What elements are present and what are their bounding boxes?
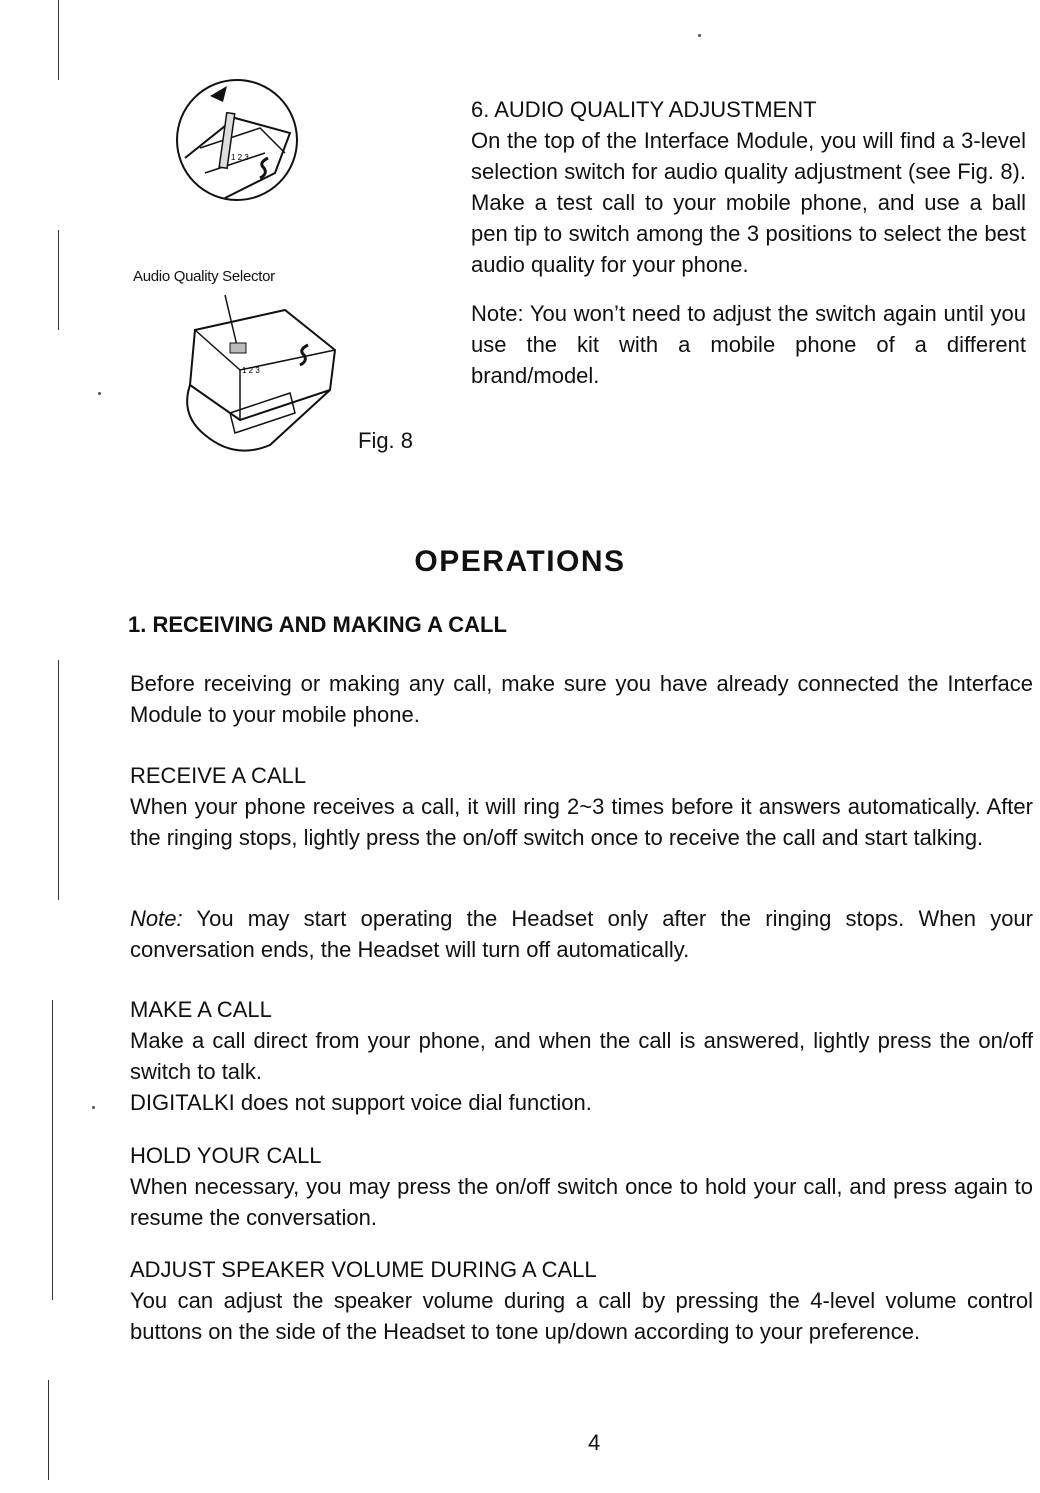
hold-call-body: When necessary, you may press the on/off switch once to hold your call, and press again to resume the conversation. — [130, 1174, 1033, 1230]
hold-call-block — [130, 1140, 1033, 1233]
make-call-body: Make a call direct from your phone, and when the call is answered, lightly press the on/off switch to talk. — [130, 1028, 1033, 1084]
scan-edge-line — [48, 1380, 49, 1480]
audio-quality-body: On the top of the Interface Module, you will find a 3-level selection switch for audio quality adjustment (see Fig. 8). Make a test call to your mobile phone, and use a ball pen tip to switch among the 3 positions to select the best audio quality for your phone. — [471, 128, 1026, 277]
scan-edge-line — [58, 0, 59, 80]
interface-module-top-illustration — [165, 78, 315, 203]
scan-edge-line — [58, 230, 59, 330]
note-label: Note: — [130, 906, 183, 931]
volume-body: You can adjust the speaker volume during a call by pressing the 4-level volume control buttons on the side of the Headset to tone up/down according to your preference. — [130, 1288, 1033, 1344]
scan-edge-line — [58, 660, 59, 900]
audio-quality-section — [471, 94, 1026, 391]
receive-call-body: When your phone receives a call, it will ring 2~3 times before it answers automatically. After the ringing stops, lightly press the on/off switch once to receive the call and start talking. — [130, 794, 1033, 850]
make-call-extra: DIGITALKI does not support voice dial function. — [130, 1090, 592, 1115]
interface-module-side-illustration — [180, 295, 340, 460]
scan-speck — [92, 1106, 95, 1109]
volume-heading: ADJUST SPEAKER VOLUME DURING A CALL — [130, 1257, 597, 1282]
scan-speck — [698, 34, 701, 37]
note-paragraph — [130, 903, 1033, 965]
audio-quality-note: Note: You won’t need to adjust the switch again until you use the kit with a mobile phone of a different brand/model. — [471, 301, 1026, 388]
figure-label: Audio Quality Selector — [133, 268, 275, 285]
note-block — [130, 903, 1033, 965]
note-body: You may start operating the Headset only after the ringing stops. When your conversation ends, the Headset will turn off automatically. — [130, 906, 1033, 962]
audio-quality-heading: 6. AUDIO QUALITY ADJUSTMENT — [471, 97, 817, 122]
scan-edge-line — [52, 1000, 53, 1300]
volume-block — [130, 1254, 1033, 1347]
figure-caption: Fig. 8 — [358, 428, 414, 453]
receive-call-block — [130, 760, 1033, 853]
page-number: 4 — [588, 1430, 601, 1455]
receive-call-heading: RECEIVE A CALL — [130, 763, 307, 788]
intro-paragraph — [130, 668, 1033, 730]
svg-text:1 2 3: 1 2 3 — [242, 366, 260, 375]
svg-text:1 2 3: 1 2 3 — [231, 153, 249, 162]
section-heading: 1. RECEIVING AND MAKING A CALL — [128, 612, 507, 637]
hold-call-heading: HOLD YOUR CALL — [130, 1143, 322, 1168]
make-call-block — [130, 994, 1033, 1118]
operations-title: OPERATIONS — [414, 545, 626, 578]
scan-speck — [98, 392, 101, 395]
make-call-heading: MAKE A CALL — [130, 997, 272, 1022]
intro-text: Before receiving or making any call, make sure you have already connected the Interface Module to your mobile phone. — [130, 671, 1033, 727]
